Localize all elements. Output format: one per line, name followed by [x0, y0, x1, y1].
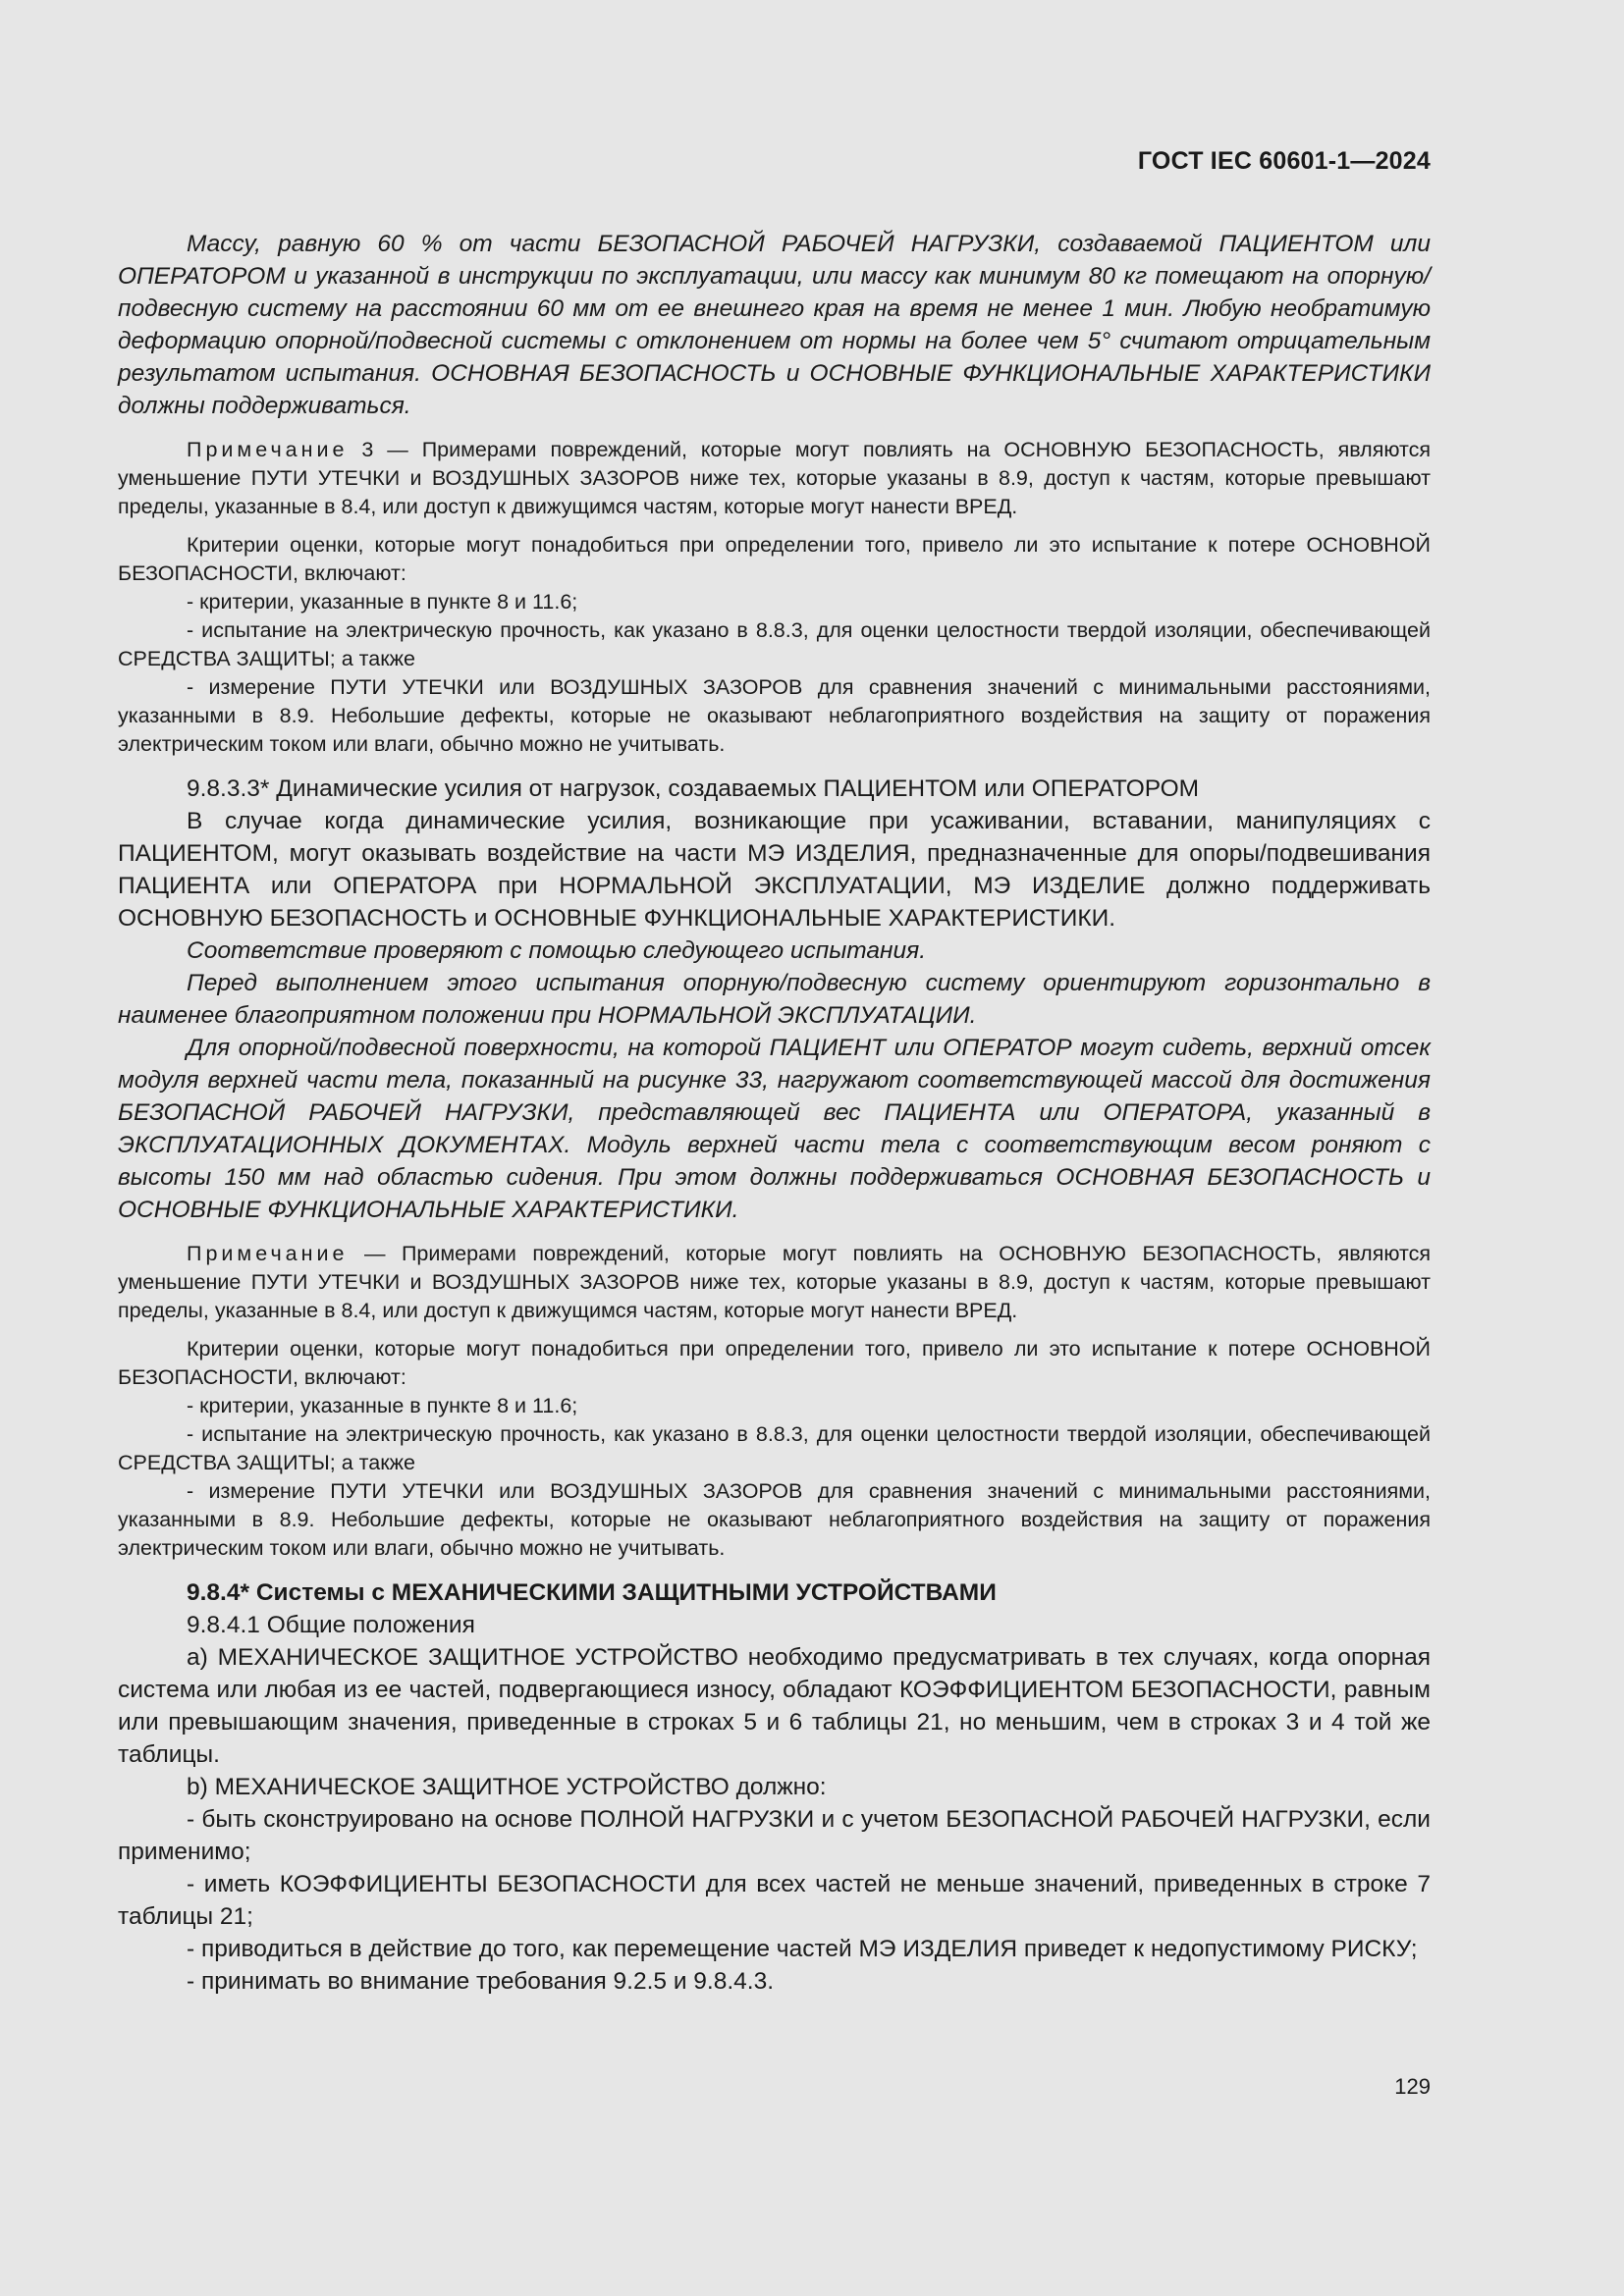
note-label: Примечание [187, 438, 349, 461]
requirement-item-b: b) МЕХАНИЧЕСКОЕ ЗАЩИТНОЕ УСТРОЙСТВО должно: [187, 1774, 827, 1800]
criteria-intro: Критерии оценки, которые могут понадобиться при определении того, привело ли это испытание к потере ОСНОВНОЙ БЕЗОПАСНОСТИ, включают: [118, 1337, 1431, 1389]
section-heading-9-8-4: 9.8.4* Системы с МЕХАНИЧЕСКИМИ ЗАЩИТНЫМИ УСТРОЙСТВАМИ [187, 1579, 997, 1606]
test-setup-paragraph: Перед выполнением этого испытания опорную/подвесную систему ориентируют горизонтально в наименее благоприятном положении при НОРМАЛЬНОЙ ЭКСПЛУАТАЦИИ. [118, 970, 1431, 1029]
criteria-item: - измерение ПУТИ УТЕЧКИ или ВОЗДУШНЫХ ЗАЗОРОВ для сравнения значений с минимальными расстояниями, указанными в 8.9. Небольшие дефекты, которые не оказывают неблагоприятного воздействия на защиту от поражения электрическим током или влаги, обычно можно не учитывать. [118, 1479, 1431, 1560]
criteria-item: - измерение ПУТИ УТЕЧКИ или ВОЗДУШНЫХ ЗАЗОРОВ для сравнения значений с минимальными расстояниями, указанными в 8.9. Небольшие дефекты, которые не оказывают неблагоприятного воздействия на защиту от поражения электрическим током или влаги, обычно можно не учитывать. [118, 675, 1431, 756]
note-text: 3 — Примерами повреждений, которые могут повлиять на ОСНОВНУЮ БЕЗОПАСНОСТЬ, являются уменьшение ПУТИ УТЕЧКИ и ВОЗДУШНЫХ ЗАЗОРОВ ниже тех, которые указаны в 8.9, доступ к частям, которые превышают пределы, указанные в 8.4, или доступ к движущимся частям, которые могут нанести ВРЕД. [118, 438, 1431, 518]
requirement-paragraph: В случае когда динамические усилия, возникающие при усаживании, вставании, манипуляциях с ПАЦИЕНТОМ, могут оказывать воздействие на части МЭ ИЗДЕЛИЯ, предназначенные для опоры/подвешивания ПАЦИЕНТА или ОПЕРАТОРА при НОРМАЛЬНОЙ ЭКСПЛУАТАЦИИ, МЭ ИЗДЕЛИЕ должно поддерживать ОСНОВНУЮ БЕЗОПАСНОСТЬ и ОСНОВНЫЕ ФУНКЦИОНАЛЬНЫЕ ХАРАКТЕРИСТИКИ. [118, 808, 1431, 932]
requirement-bullet: - приводиться в действие до того, как перемещение частей МЭ ИЗДЕЛИЯ приведет к недопустимому РИСКУ; [187, 1936, 1418, 1962]
note-3 [118, 436, 1431, 521]
page-number: 129 [1394, 2074, 1431, 2099]
criteria-item: - испытание на электрическую прочность, как указано в 8.8.3, для оценки целостности твердой изоляции, обеспечивающей СРЕДСТВА ЗАЩИТЫ; а также [118, 618, 1431, 670]
note [118, 1240, 1431, 1325]
criteria-intro: Критерии оценки, которые могут понадобиться при определении того, привело ли это испытание к потере ОСНОВНОЙ БЕЗОПАСНОСТИ, включают: [118, 533, 1431, 585]
requirement-bullet: - иметь КОЭФФИЦИЕНТЫ БЕЗОПАСНОСТИ для всех частей не меньше значений, приведенных в строке 7 таблицы 21; [118, 1871, 1431, 1930]
section-heading-9-8-3-3: 9.8.3.3* Динамические усилия от нагрузок, создаваемых ПАЦИЕНТОМ или ОПЕРАТОРОМ [187, 775, 1200, 802]
test-procedure-paragraph: Массу, равную 60 % от части БЕЗОПАСНОЙ РАБОЧЕЙ НАГРУЗКИ, создаваемой ПАЦИЕНТОМ или ОПЕРАТОРОМ и указанной в инструкции по эксплуатации, или массу как минимум 80 кг помещают на опорную/подвесную систему на расстоянии 60 мм от ее внешнего края на время не менее 1 мин. Любую необратимую деформацию опорной/подвесной системы с отклонением от нормы на более чем 5° считают отрицательным результатом испытания. ОСНОВНАЯ БЕЗОПАСНОСТЬ и ОСНОВНЫЕ ФУНКЦИОНАЛЬНЫЕ ХАРАКТЕРИСТИКИ должны поддерживаться. [118, 231, 1431, 419]
note-text: — Примерами повреждений, которые могут повлиять на ОСНОВНУЮ БЕЗОПАСНОСТЬ, являются уменьшение ПУТИ УТЕЧКИ и ВОЗДУШНЫХ ЗАЗОРОВ ниже тех, которые указаны в 8.9, доступ к частям, которые превышают пределы, указанные в 8.4, или доступ к движущимся частям, которые могут нанести ВРЕД. [118, 1242, 1431, 1322]
document-code-header: ГОСТ IEC 60601-1—2024 [1137, 147, 1431, 175]
section-heading-9-8-4-1: 9.8.4.1 Общие положения [187, 1612, 475, 1638]
criteria-item: - критерии, указанные в пункте 8 и 11.6; [187, 590, 578, 614]
criteria-item: - критерии, указанные в пункте 8 и 11.6; [187, 1394, 578, 1417]
test-procedure-paragraph: Для опорной/подвесной поверхности, на которой ПАЦИЕНТ или ОПЕРАТОР могут сидеть, верхний отсек модуля верхней части тела, показанный на рисунке 33, нагружают соответствующей массой для достижения БЕЗОПАСНОЙ РАБОЧЕЙ НАГРУЗКИ, представляющей вес ПАЦИЕНТА или ОПЕРАТОРА, указанный в ЭКСПЛУАТАЦИОННЫХ ДОКУМЕНТАХ. Модуль верхней части тела с соответствующим весом роняют с высоты 150 мм над областью сидения. При этом должны поддерживаться ОСНОВНАЯ БЕЗОПАСНОСТЬ и ОСНОВНЫЕ ФУНКЦИОНАЛЬНЫЕ ХАРАКТЕРИСТИКИ. [118, 1035, 1431, 1223]
requirement-bullet: - быть сконструировано на основе ПОЛНОЙ НАГРУЗКИ и с учетом БЕЗОПАСНОЙ РАБОЧЕЙ НАГРУЗКИ, если применимо; [118, 1806, 1431, 1865]
requirement-item-a: a) МЕХАНИЧЕСКОЕ ЗАЩИТНОЕ УСТРОЙСТВО необходимо предусматривать в тех случаях, когда опорная система или любая из ее частей, подвергающиеся износу, обладают КОЭФФИЦИЕНТОМ БЕЗОПАСНОСТИ, равным или превышающим значения, приведенные в строках 5 и 6 таблицы 21, но меньшим, чем в строках 3 и 4 той же таблицы. [118, 1644, 1431, 1768]
document-body [118, 228, 1431, 1998]
compliance-paragraph: Соответствие проверяют с помощью следующего испытания. [187, 937, 927, 964]
note-label: Примечание [187, 1242, 349, 1265]
criteria-item: - испытание на электрическую прочность, как указано в 8.8.3, для оценки целостности твердой изоляции, обеспечивающей СРЕДСТВА ЗАЩИТЫ; а также [118, 1422, 1431, 1474]
requirement-bullet: - принимать во внимание требования 9.2.5 и 9.8.4.3. [187, 1968, 775, 1995]
